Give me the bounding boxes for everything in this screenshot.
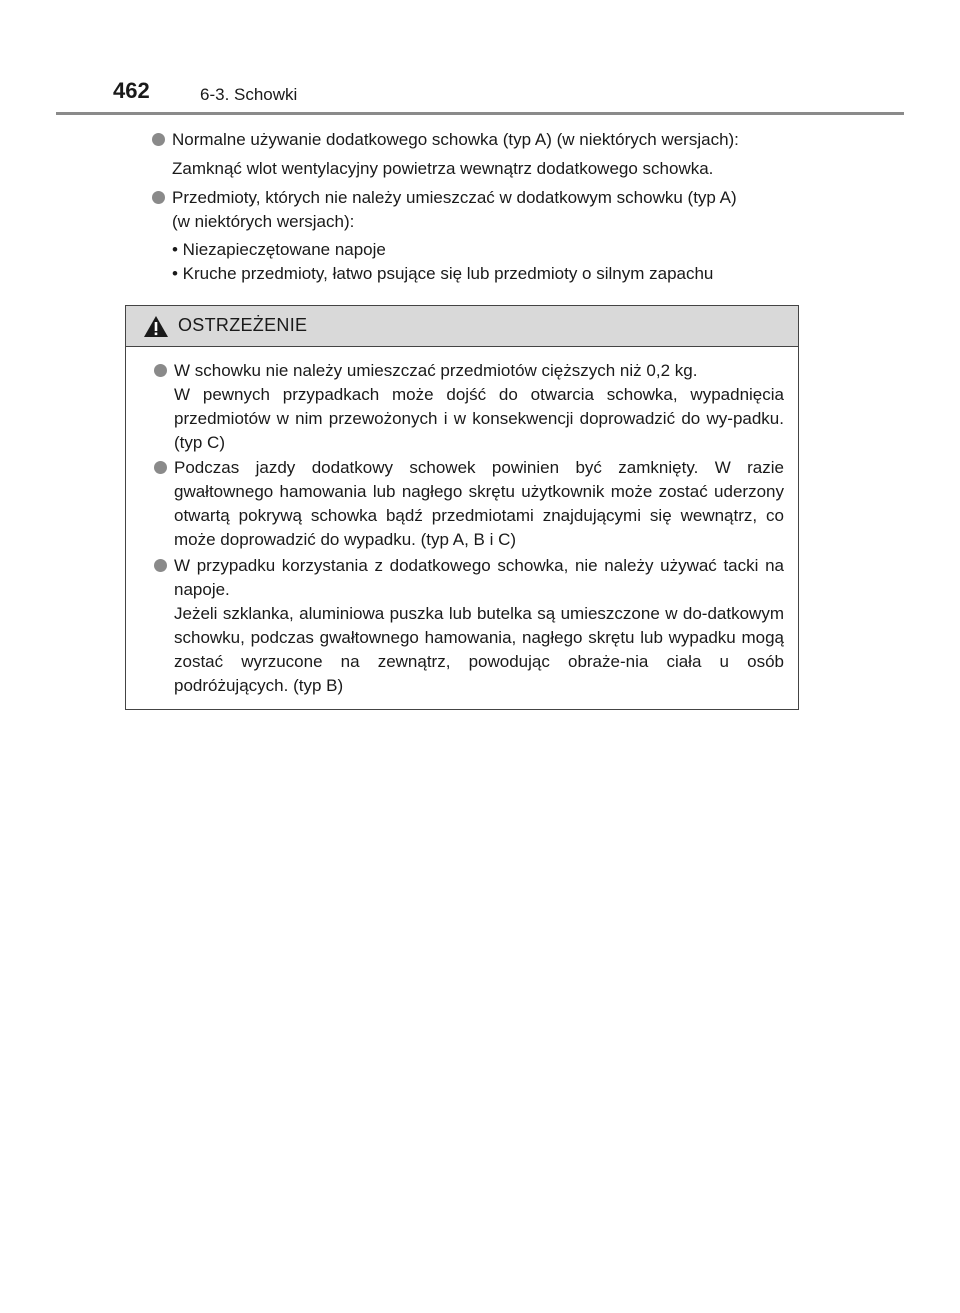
- warning-item-2-line-1: Podczas jazdy dodatkowy schowek powinien być zamknięty. W razie gwałtownego hamowania lub nagłego skrętu użytkownik może zostać uderzony otwartą pokrywą schowka bądź przedmiotami znajdującymi się wewnątrz, co może doprowadzić do wypadku. (typ A, B i C): [174, 458, 784, 549]
- warning-header: [126, 306, 798, 347]
- warning-item-3-line-1: W przypadku korzystania z dodatkowego schowka, nie należy używać tacki na napoje.: [174, 556, 784, 599]
- warning-item-1-line-2: W pewnych przypadkach może dojść do otwarcia schowka, wypadnięcia przedmiotów w nim przewożonych i w konsekwencji doprowadzić do wy-padku. (typ C): [174, 385, 784, 452]
- warning-item-3-line-2: Jeżeli szklanka, aluminiowa puszka lub butelka są umieszczone w do-datkowym schowku, podczas gwałtownego hamowania, nagłego skrętu lub wypadku mogą zostać wyrzucone na zewnątrz, powodując obraże-nia ciała u osób podróżujących. (typ B): [174, 604, 784, 695]
- intro-body-1: Zamknąć wlot wentylacyjny powietrza wewnątrz dodatkowego schowka.: [172, 159, 714, 178]
- bullet-icon: [154, 559, 167, 572]
- intro-item-2: [152, 186, 802, 234]
- warning-title: OSTRZEŻENIE: [178, 315, 308, 335]
- list-item: • Kruche przedmioty, łatwo psujące się lub przedmioty o silnym zapachu: [172, 264, 714, 283]
- intro-heading-1: Normalne używanie dodatkowego schowka (typ A) (w niektórych wersjach):: [172, 130, 739, 149]
- warning-item-2: [154, 456, 784, 552]
- header-rule: [56, 112, 904, 115]
- section-title: 6-3. Schowki: [200, 85, 298, 104]
- warning-item-3: [154, 554, 784, 698]
- bullet-icon: [152, 191, 165, 204]
- warning-item-1: [154, 359, 784, 455]
- bullet-icon: [154, 364, 167, 377]
- intro-heading-2a: Przedmioty, których nie należy umieszczać w dodatkowym schowku (typ A): [172, 188, 737, 207]
- intro-heading-2b: (w niektórych wersjach):: [172, 212, 355, 231]
- page-number: 462: [113, 78, 150, 103]
- bullet-icon: [152, 133, 165, 146]
- warning-item-1-line-1: W schowku nie należy umieszczać przedmiotów cięższych niż 0,2 kg.: [174, 361, 698, 380]
- bullet-icon: [154, 461, 167, 474]
- list-item: • Niezapieczętowane napoje: [172, 240, 386, 259]
- warning-triangle-icon: [143, 315, 169, 338]
- warning-box: [125, 305, 799, 710]
- intro-item-1: [152, 128, 802, 152]
